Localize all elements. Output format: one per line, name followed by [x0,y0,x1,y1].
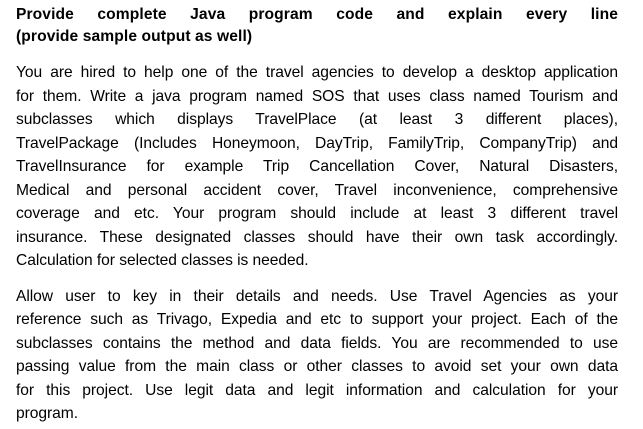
paragraph-line: for them. Write a java program named SOS that uses class named Tourism and [16,87,618,105]
heading-line: (provide sample output as well) [16,27,253,45]
paragraph-requirements [16,61,618,273]
paragraph-line: subclasses which displays TravelPlace (at least 3 different places), [16,111,618,128]
paragraph-line: for this project. Use legit data and legit information and calculation for your [16,381,618,399]
paragraph-line: subclasses contains the method and data fields. You are recommended to use [16,334,618,352]
paragraph-line: passing value from the main class or other classes to avoid set your own data [16,358,618,375]
heading-line: Provide complete Java program code and explain every line [16,6,618,23]
paragraph-line: coverage and etc. Your program should include at least 3 different travel [16,205,618,222]
question-heading [16,4,618,47]
paragraph-line: TravelInsurance for example Trip Cancellation Cover, Natural Disasters, [16,158,618,175]
question-document [16,4,618,426]
paragraph-line: program. [16,405,78,422]
spacer [16,273,618,285]
paragraph-line: You are hired to help one of the travel agencies to develop a desktop application [16,64,618,81]
paragraph-line: insurance. These designated classes should have their own task accordingly. [16,228,618,246]
paragraph-line: Medical and personal accident cover, Travel inconvenience, comprehensive [16,181,618,199]
spacer [16,47,618,61]
paragraph-line: Allow user to key in their details and needs. Use Travel Agencies as your [16,287,618,305]
paragraph-line: reference such as Trivago, Expedia and etc to support your project. Each of the [16,311,618,328]
paragraph-line: Calculation for selected classes is needed. [16,252,309,269]
paragraph-line: TravelPackage (Includes Honeymoon, DayTrip, FamilyTrip, CompanyTrip) and [16,134,618,152]
paragraph-instructions [16,285,618,426]
